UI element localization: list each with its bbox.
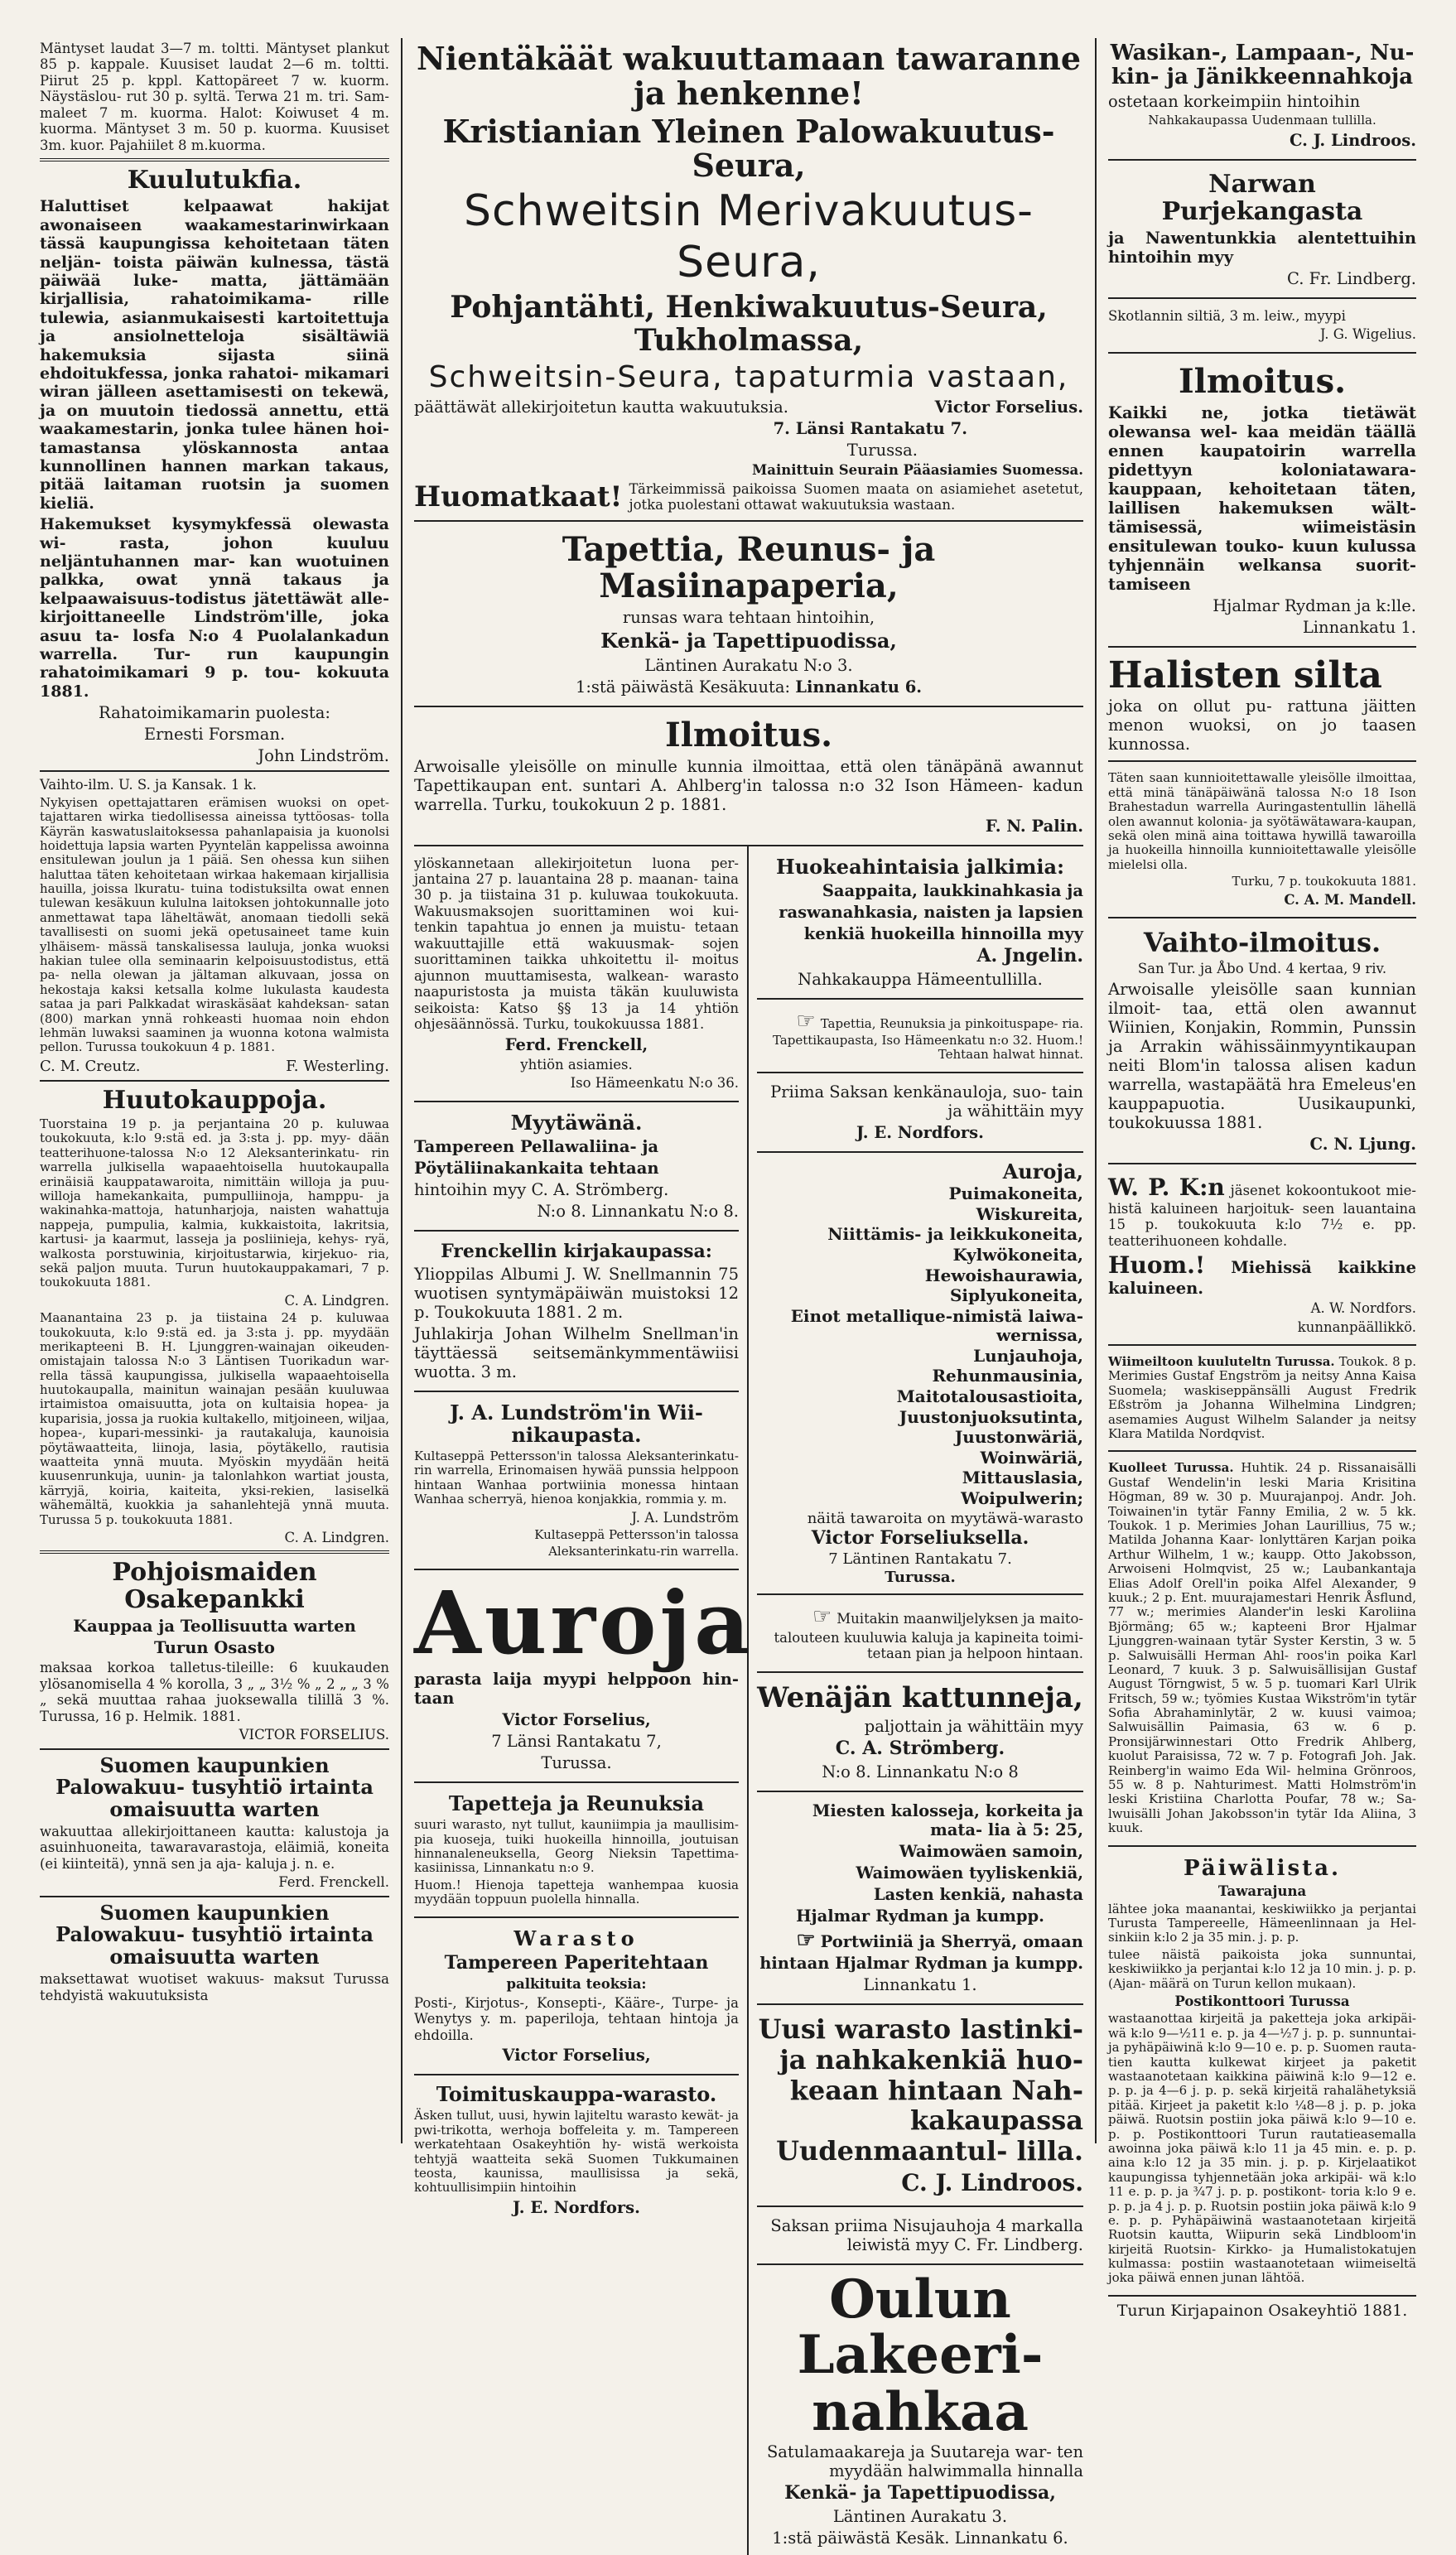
insurance-ad xyxy=(414,41,1083,522)
insurance-line4: Pohjantähti, Henkiwakuutus-Seura, Tukholmassa, xyxy=(450,289,1048,358)
pointing-hand-icon: ☞ xyxy=(812,1604,832,1630)
kuulutetut-body: Toukok. 8 p. Merimies Gustaf Engström ja neitsy Anna Kaisa Suomela; waskiseppänsälli August Fredrik Eßström ja Johanna Wilhelmina Lindgren; asemamies August Wilhelm Salander ja neitsy Klara Matilda Nordqvist. xyxy=(1108,1354,1416,1442)
kuulutus-p2: Hakemukset kysymykfessä olewasta wi- rasta, johon kuuluu neljäntuhannen mar- kan wuotuinen palkka, owat ynnä takaus ja kelpaawaisuus-todistus jätettäwät alle- kirjoittaneelle Lindström'ille, joka asuu ta- losfa N:o 4 Puolalankadun warrella. Tur- run kaupungin rahatoimikamari 9 p. tou- kokuuta 1881. xyxy=(40,515,389,701)
narwan-sig: C. Fr. Lindberg. xyxy=(1287,268,1416,288)
column-right xyxy=(1097,38,1428,2320)
huokea-title: Huokeahintaisia jalkimia: xyxy=(776,854,1064,879)
lundstrom-title: J. A. Lundström'in Wii- nikaupasta. xyxy=(450,1400,703,1447)
vaihto-signatures xyxy=(40,1058,389,1075)
tapetteja-title: Tapetteja ja Reunuksia xyxy=(448,1791,705,1815)
huokea-addr: Nahkakauppa Hämeentullilla. xyxy=(798,969,1043,989)
wp-body: jäsenet kokoontukoot mie- histä kaluineen harjoituk- seen lauantaina 15 p. toukokuuta k:lo 7½ e. pp. teatterihuoneen kohdalle. xyxy=(1108,1182,1417,1249)
kenka-sig: J. E. Nordfors. xyxy=(856,1122,984,1142)
huokea-sig: A. Jngelin. xyxy=(976,944,1083,967)
ilmoitus-body: Arwoisalle yleisölle on minulle kunnia ilmoittaa, että olen tänäpänä awannut Tapettikaupan ent. suntari A. Ahlberg'in talossa n:o 32 Ison Hämeen- kadun warrella. Turku, toukokuun 2 p. 1881. xyxy=(414,756,1083,814)
wasikan-addr: Nahkakaupassa Uudenmaan tullilla. xyxy=(1148,113,1376,128)
printer-footer: Turun Kirjapainon Osakeyhtiö 1881. xyxy=(1116,2301,1408,2320)
warasto-sig: Victor Forselius, xyxy=(502,2045,651,2065)
vakuutus-body: ylöskannetaan allekirjoitetun luona per- jantaina 27 p. lauantaina 28 p. maanan- taina 30 p. ja tiistaina 31 p. kuluwaa toukokuuta. Wakuusmaksojen suorittaminen woi kui- tenkin tapahtua jo ennen ja muistu- tetaan wakuuttajille että wakuusmak- sojen suorittaminen taikka uhkoitettu il- moitus ajunnon muuttamisesta, walkean- warasto naapuristosta ja muista täkän kuuluwista seikoista: Katso §§ 13 ja 14 yhtiön ohjesäännössä. Turku, toukokuussa 1881. xyxy=(414,855,739,1033)
list-item: Hewoishaurawia, xyxy=(924,1265,1083,1285)
c3-vaihto-title: Vaihto-ilmoitus. xyxy=(1143,927,1381,959)
list-item: Kylwökoneita, xyxy=(952,1244,1083,1265)
insurance-address: 7. Länsi Rantakatu 7. xyxy=(773,418,967,438)
middle-left-subcolumn xyxy=(414,846,754,2555)
frenck-p1: Ylioppilas Albumi J. W. Snellmannin 75 wuotisen syntymäpäiwän muistoksi 12 p. Toukokuuta 1881. 2 m. xyxy=(414,1265,739,1323)
huuto-p2-sig: C. A. Lindgren. xyxy=(284,1530,389,1545)
pohjoismaiden-sig: VICTOR FORSELIUS. xyxy=(239,1727,389,1743)
insurance-line1: Nientäkäät wakuuttamaan tawaranne ja henkenne! xyxy=(416,40,1082,112)
wenajan-addr: N:o 8. Linnankatu N:o 8 xyxy=(822,1762,1019,1782)
warasto-title: Warasto xyxy=(513,1926,639,1950)
toimitus-sig: J. E. Nordfors. xyxy=(513,2197,640,2217)
tapetti-line1: runsas wara tehtaan hintoihin, xyxy=(622,608,875,628)
wenajan-line: paljottain ja wähittäin myy xyxy=(864,1717,1083,1737)
taten-sig: C. A. M. Mandell. xyxy=(1284,891,1416,908)
myyt-title: Myytäwänä. xyxy=(510,1110,643,1135)
list-item: Woipulwerin; xyxy=(961,1488,1083,1509)
miesten-line1: Miesten kalosseja, korkeita ja mata- lia à 5: 25, xyxy=(812,1801,1083,1840)
suomen1-sig: Ferd. Frenckell. xyxy=(278,1874,389,1891)
posti-title: Postikonttoori Turussa xyxy=(1174,1993,1350,2009)
lundstrom-sig2: Kultaseppä Pettersson'in talossa xyxy=(534,1527,739,1543)
column-left xyxy=(28,38,403,2143)
insurance-line3: Schweitsin Merivakuutus-Seura, xyxy=(464,186,1034,287)
muita-body: Muitakin maanwiljelyksen ja maito- talouteen kuuluwia kaluja ja kapineita toimi- tetaan pian ja helpoon hintaan. xyxy=(774,1611,1083,1662)
tapetti-line4b: Linnankatu 6. xyxy=(795,677,923,697)
list-item: Puimakoneita, xyxy=(948,1183,1083,1204)
huom-body: Miehissä kaikkine kaluineen. xyxy=(1108,1258,1417,1299)
posti-body: wastaanottaa kirjeitä ja paketteja joka arkipäi- wä k:lo 9—½11 e. p. ja 4—½7 j. p. p. sunnuntai- ja pyhäpäiwinä k:lo 9—10 e. p. p. Suomen rauta-tien kautta kulkewat kirjeet ja paketit wastaanotetaan kaikkina päiwinä k:lo 9—12 e. p. p. ja 4—6 j. p. p. sekä kirjeitä rahalähetyksiä pitää. Kirjeet ja paketit k:lo ¼8—8 j. p. p. joka päiwä. Ruotsin postiin joka päiwä k:lo 9—10 e. p. p. Postikonttoori Turun rautatieasemalla awoinna joka päiwä k:lo 11 ja 45 min. e. p. p. aina k:lo 12 ja 35 min. j. p. p. Kirjelaatikot kaupungissa tyhjennetään joka arkipäi- wä k:lo 11 e. p. p. ja ¾7 j. p. p. postikont- toria k:lo 9 e. p. p. ja 4 j. p. p. Ruotsin postiin joka päiwä k:lo 9 e. p. p. Pyhäpäiwinä wastaanotetaan kirjeitä Ruotsin kautta, Wiipurin sekä Lindbloom'in kirjeitä Ruotsin- Kirkko- ja Humalistokatujen kulmassa: postiin wastaanotetaan wiimeiseltä joka päiwä ennen junan lähtöä. xyxy=(1108,2011,1416,2286)
insurance-line6: päättäwät allekirjoitetun kautta wakuutuksia. xyxy=(414,397,788,417)
suomen2-title: Suomen kaupunkien Palowakuu- tusyhtiö irtainta omaisuutta warten xyxy=(55,1900,374,1969)
ilmoitus-ad xyxy=(414,707,1083,846)
list-item: Woinwäriä, xyxy=(980,1447,1083,1468)
timber-prices: Mäntyset laudat 3—7 m. toltti. Mäntyset plankut 85 p. kappale. Kuusiset laudat 2—6 m. toltti. Piirut 25 p. kppl. Kattopäreet 7 w. kuorm. Näystäslou- rut 30 p. syltä. Terwa 21 m. tri. Sam- maleet 7 m. kuorma. Halot: Koiwuset 4 m. kuorma. Mäntyset 3 m. 50 p. kuorma. Kuusiset 3m. kuor. Pajahiilet 8 m.kuorma. xyxy=(40,41,389,153)
list-note: näitä tawaroita on myytäwä-warasto xyxy=(807,1509,1083,1527)
insurance-note: Mainittuin Seurain Pääasiamies Suomessa. xyxy=(752,461,1083,478)
list-city: Turussa. xyxy=(885,1569,956,1587)
pohjoismaiden-body: maksaa korkoa talletus-tileille: 6 kuukauden ylösanomisella 4 % korolla, 3 „ „ 3½ % „ 2 „ „ 3 % „ sekä muuttaa rahaa juoksewalla tilillä 3 %. Turussa, 16 p. Helmik. 1881. xyxy=(40,1660,389,1724)
huokea-l1: Saappaita, laukkinahkasia ja xyxy=(822,880,1083,900)
miesten-sig: Hjalmar Rydman ja kumpp. xyxy=(796,1907,1044,1926)
lundstrom-body: Kultaseppä Pettersson'in talossa Aleksanterinkatu- rin warrella, Erinomaisen hywää punssia helppoon hintaan Wanhaa portwiinia monessa hintaan Wanhaa scherryä, hienoa konjakkia, rommia y. m. xyxy=(414,1448,739,1507)
column-middle xyxy=(403,38,1097,2548)
oulun-title: Oulun Lakeeri- xyxy=(797,2268,1044,2387)
insurance-line2: Kristianian Yleinen Palowakuutus-Seura, xyxy=(442,112,1055,185)
halisten-body: joka on ollut pu- rattuna jäitten menon wuoksi, on jo taasen kunnossa. xyxy=(1108,697,1416,754)
myyt-line2: Pöytäliinakankaita tehtaan xyxy=(414,1159,659,1179)
huokea-l3: kenkiä huokeilla hinnoilla myy xyxy=(803,923,1083,943)
list-item: Mittauslasia, xyxy=(962,1468,1083,1488)
insurance-city: Turussa. xyxy=(846,440,918,460)
portwiini-body: Portwiiniä ja Sherryä, omaan hintaan Hjalmar Rydman ja kumpp. xyxy=(759,1932,1083,1973)
c3-vaihto-body: Arwoisalle yleisölle saan kunnian ilmoit- taa, että olen awannut Wiinien, Konjakin, Rommin, Punssin ja Arrakin wähissäinmyyntikaupan neiti Blom'in talossa alisen kadun warrella, wastapäätä hra Emeleus'en kauppapuotia. Uusikaupunki, toukokuussa 1881. xyxy=(1108,979,1416,1132)
oulun-addr2: 1:stä päiwästä Kesäk. Linnankatu 6. xyxy=(772,2528,1068,2548)
pohjoismaiden-sub2: Turun Osasto xyxy=(154,1638,275,1658)
lundstrom-sig3: Aleksanterinkatu-rin warrella. xyxy=(548,1544,739,1560)
tapetteja-body: suuri warasto, nyt tullut, kauniimpia ja maullisim- pia kuoseja, tuiki huokeilla hinnoilla, joutuisan hinnanaleneuksella, Georg Nieksin Tapettima- kasiinissa, Linnankatu n:o 9. xyxy=(414,1817,739,1876)
list-sig: Victor Forseliuksella. xyxy=(811,1526,1029,1549)
huuto-title: Huutokauppoja. xyxy=(102,1085,327,1115)
kuulutus-office: Rahatoimikamarin puolesta: xyxy=(99,703,330,723)
pohjoismaiden-title: Pohjoismaiden Osakepankki xyxy=(112,1558,317,1615)
vakuutus-sig3: Iso Hämeenkatu N:o 36. xyxy=(570,1075,739,1092)
tapetti-line3: Läntinen Aurakatu N:o 3. xyxy=(644,655,853,675)
huom-sig: A. W. Nordfors. xyxy=(1310,1300,1416,1317)
kuulutus-name2: John Lindström. xyxy=(258,746,389,766)
kuolleet-body: Huhtik. 24 p. Rissanaisälli Gustaf Wendelin'in leski Maria Krisitina Högman, 89 w. 30 p. Muurajanpoj. Andr. Joh. Toiwainen'in tytär Fanny Emilia, 2 w. 5 kk. Toukok. 1 p. Merimies Johan Laurillius, 75 w.; Matilda Johanna Kaar- lonlyttären Karjan poika Arthur Wilhelm, 1 w.; kaupp. Otto Jakobsson, Arwoiseni Holmqvist, 25 w.; Laubankantaja Elias Adolf Orell'in poika Alfel Alexander, 9 kuuk.; 2 p. Ent. muurajamestari Henrik Åsflund, 77 w.; merimies Alander'in leski Karoliina Björmäng; 65 w.; kapteeni Bror Hjalmar Ljunggren-wainaan tytär Syster Kerstin, 3 w. 5 p. Salwuisälli Herman Ahl- roos'in poika Karl Leonard, 7 kuuk. 3 p. Salwuisällisijan Gustaf August Törngwist, 5 w. 5 p. tuomari Karl Ulrik Fritsch, 59 w.; työmies Kustaa Wikström'in tytär Sofia Abrahaminlytär, 2 w. kuusi vaimoa; Salwuisällin Paimasia, 63 w. 6 p. Pronsijärwinnestari Otto Fredrik Ahlberg, kuolut Paraisissa, 72 w. 7 p. Fotografi Joh. Jak. Reinberg'in waimo Eda Wil- helmina Grönroos, 55 w. 8 p. Nahturimest. Matti Holmström'in leski Kristiina Charlotta Poufar, 78 w.; Sa- lwuisälli Johan Jakobsson'in tytär Ida Aliina, 3 kuuk. xyxy=(1108,1460,1416,1836)
frenck-p2: Juhlakirja Johan Wilhelm Snellman'in täyttäessä seitsemänkymmentäwiisi wuotta. 3 m. xyxy=(414,1324,739,1382)
suomen1-body: wakuuttaa allekirjoittaneen kautta: kalustoja ja asuinhuoneita, tawaravarastoja, eläimiä, koneita (ei kiinteitä), ynnä sen ja aja- kaluja j. n. e. xyxy=(40,1823,389,1872)
lundstrom-sig1: J. A. Lundström xyxy=(631,1509,739,1526)
vaihto-sig-left: C. M. Creutz. xyxy=(40,1057,141,1075)
c3-vaihto-sig: C. N. Ljung. xyxy=(1309,1134,1416,1154)
huuto-p1: Tuorstaina 19 p. ja perjantaina 20 p. kuluwaa toukokuuta, k:lo 9:stä ed. ja 3:sta j. pp. myy- dään teatterihuone-talossa N:o 12 Aleksanterinkatu- rin warrella julkisella wapaaehtoisella huutokaupalla erinäisiä kauppatawaroita, nimittäin willoja ja puu- willoja hamekankaita, pumpulliinoja, hamppu- ja wakinahka-mattoja, hatunharjoja, naisten wahattuja nappeja, pumpulia, kalmia, kukkaistoita, lakritsia, kartusi- ja kaarmut, lasseja ja posliinieja, kehys- ryä, walkosta porstuwinia, kirjoitustarwia, kirjekuo- ria, sekä paljon muuta. Turun huutokauppakamari, 7 p. toukokuuta 1881. xyxy=(40,1116,389,1290)
huuto-p2: Maanantaina 23 p. ja tiistaina 24 p. kuluwaa toukokuuta, k:lo 9:stä ed. ja 3:sta j. pp. myydään merikapteeni B. H. Ljunggren-wainajan oikeuden- omistajain talossa N:o 3 Läntisen Tuorikadun war- rella tässä kaupungissa, julkisella wapaaehtoisella huutokaupalla, mainitun wainajan pesään kuuluwaa irtaimistoa omaisuutta, jota on kultaisia hopea- ja kuparisia, jossa ja ruokia kultakello, mitjoineen, wiljaa, hopea-, kupari-messinki- ja rautakaluja, kaunoisia pöytäwaatteita, liinoja, lasia, pöytäkello, rautisia waatteita ynnä muuta. Myöskin myydään heitä kuusenrunkuja, uunin- ja talonlahkon wartiat jousta, kärryjä, koiria, kaiteita, yksi-rekien, lasiselkä wähemältä, kuokkia ja sahanlehtejä ynnä muuta. Turussa 5 p. toukokuuta 1881. xyxy=(40,1310,389,1527)
c3-vaihto-header: San Tur. ja Åbo Und. 4 kertaa, 9 riv. xyxy=(1137,961,1387,977)
skottlannin-sig: J. G. Wigelius. xyxy=(1319,326,1416,343)
paiw-p2: tulee näistä paikoista joka sunnuntai, keskiwiikko ja perjantai k:lo 12 ja 10 min. j. p. p. (Ajan- määrä on Turun kellon mukaan). xyxy=(1108,1946,1416,1991)
toimitus-body: Äsken tullut, uusi, hywin lajiteltu warasto kewät- ja pwi-trikotta, werhoja boffeleita y. m. Tampereen werkatehtaan Osakeyhtiön hy- wistä werkoista tehtyjä waatteita sekä Suomen Tukkumainen teosta, kaunissa, maullisissa ja sekä, kohtuullisimpiin hintoihin xyxy=(414,2108,739,2196)
list-addr: 7 Läntinen Rantakatu 7. xyxy=(828,1550,1012,1568)
c3-ilmoitus-body: Kaikki ne, jotka tietäwät olewansa wel- kaa meidän täällä ennen kaupatoirin warrella pidettyyn koloniatawara-kauppaan, kehoitetaan täten, laillisen hakemuksen wält- tämisessä, wiimeistäsin ensitulewan touko- kuun kulussa tyhjennäin welkansa suorit- tamiseen xyxy=(1108,403,1416,594)
uusi-sig: C. J. Lindroos. xyxy=(901,2168,1083,2196)
list-item: Rehunmausinia, xyxy=(932,1366,1083,1386)
pointing-hand-icon: ☞ xyxy=(796,1008,816,1034)
ilmoitus-title: Ilmoitus. xyxy=(664,715,833,754)
toimitus-title: Toimituskauppa-warasto. xyxy=(436,2081,717,2106)
huom-title: Huom.! xyxy=(1108,1251,1206,1280)
c3-ilmoitus-addr: Linnankatu 1. xyxy=(1302,617,1416,637)
paiw-title: Päiwälista. xyxy=(1183,1855,1342,1881)
vaihto-sig-right: F. Westerling. xyxy=(286,1057,389,1075)
auroja-addr: 7 Länsi Rantakatu 7, xyxy=(491,1731,662,1751)
warasto-sub: Tampereen Paperitehtaan xyxy=(444,1951,709,1974)
auroja-sig: Victor Forselius, xyxy=(502,1709,651,1729)
vaihto-body: Nykyisen opettajattaren erämisen wuoksi on opet- tajattaren wirka tiedollisessa aineissa tyttöosas- tolla Käyrän kaswatuslaitoksessa pahanlapaisia ja kuonolsi hoidettuja lapsia warten Pyyntelän kappelissa awoinna ensitulewan joulun ja 1 päiä. Sen ohessa kun siihen haluttaa täten kehoitetaan wirkaa hakemaan kirjallisia hauilla, joissa lkuratu- tuina todistuksilta owat ennen tulewan kesäkuun kululna laitoksen johtokunnalle joto anmettawat tapa läheltäwät, anomaan tiedolli sekä tavallisesti on suomi jekä opetusaineet tame kuin ylhäisem- mässä tanskalisessa lauluja, jonka wuoksi hakian tulee olla seminaarin kelpoisuustodistus, että pa- nella olewan ja jältaman alkuvaan, jossa on hekostaja kaksi ketsalla kolme lukulasta kaudesta sataa ja pari Palkkadat wiraskäsäat kahdeksan- satan (800) markan ynnä rohkeasti huomaa noin ehdon lehmän luwaksi saaminen ja wuonna kotona walmista pellon. Turussa toukokuun 4 p. 1881. xyxy=(40,794,389,1055)
miesten-line3: Waimowäen tyyliskenkiä, xyxy=(856,1863,1083,1883)
auroja-list-title: Auroja, xyxy=(1002,1159,1083,1183)
insurance-huom: Huomatkaat! xyxy=(414,480,623,514)
insurance-huom-text: Tärkeimmissä paikoissa Suomen maata on asiamiehet asetetut, jotka puolestani ottawat wakuutuksia wastaan. xyxy=(629,480,1083,513)
pointing-hand-icon: ☞ xyxy=(796,1928,816,1954)
oulun-title2: nahkaa xyxy=(812,2381,1029,2444)
kenka-body: Priima Saksan kenkänauloja, suo- tain ja wähittäin myy xyxy=(770,1082,1083,1121)
vaihto-header: Vaihto-ilm. U. S. ja Kansak. 1 k. xyxy=(40,777,257,793)
wasikan-title: Wasikan-, Lampaan-, Nu- kin- ja Jänikkeennahkoja xyxy=(1110,41,1415,89)
kuolleet-title: Kuolleet Turussa. xyxy=(1108,1460,1234,1476)
c3-ilmoitus-title: Ilmoitus. xyxy=(1178,361,1347,401)
taten-body: Täten saan kunnioitettawalle yleisölle ilmoittaa, että minä tänäpäiwänä talossa N:o 18 Ison Brahestadun warrella Auringastentullin lähellä olen awannut kolonia- ja syötäwätawara-kaupan, sekä olen minä aina toittawa hywillä tawaroilla ja huokeilla hinnoilla kunnioitettawalle yleisölle mielelsi olla. xyxy=(1108,770,1416,872)
list-item: Einot metallique-nimistä laiwa-wernissa, xyxy=(790,1305,1083,1346)
taten-date: Turku, 7 p. toukokuuta 1881. xyxy=(1232,874,1416,889)
middle-right-subcolumn xyxy=(749,846,1083,2555)
paiw-sub: Tawarajuna xyxy=(1217,1883,1307,1900)
kuulutus-p1: Haluttiset kelpaawat hakijat awonaiseen waakamestarinwirkaan tässä kaupungissa kehoitetaan täten neljän- toista päiwän kulnessa, tästä päiwää luke- matta, jättämään kirjallisia, rahatoimikama- rille tulewia, asianmukaisesti kartoitettuja ja ansiolnetteloja sisältäwiä hakemuksia sijasta siinä ehdoitukfessa, jonka rahatoi- mikamari wiran jälleen asettamisesti on tekewä, ja on muutoin tiedossä annettu, että waakamestarin, jonka tulee hänen hoi- tamastansa ylöskannosta antaa kunnollinen hannen markan takaus, pitää laitaman ruotsin ja suomen kieliä. xyxy=(40,197,389,513)
portwiini-addr: Linnankatu 1. xyxy=(863,1974,977,1994)
tapetti-line2: Kenkä- ja Tapettipuodissa, xyxy=(600,629,897,653)
paiw-p1: lähtee joka maanantai, keskiwiikko ja perjantai Turusta Tampereelle, Hämeenlinnaan ja Hel- sinkiin k:lo 2 ja 35 min. j. p. p. xyxy=(1108,1901,1416,1945)
auroja-list xyxy=(757,1153,1083,1595)
pohjoismaiden-sub: Kauppaa ja Teollisuutta warten xyxy=(73,1617,356,1637)
uusi-body: Uusi warasto lastinki- ja nahkakenkiä huo- keaan hintaan Nah- kakaupassa Uudenmaantul- lilla. xyxy=(758,2013,1083,2167)
list-item: Wiskureita, xyxy=(976,1203,1083,1224)
vakuutus-sig1: Ferd. Frenckell, xyxy=(504,1034,648,1054)
middle-subcolumns xyxy=(414,846,1083,2555)
miesten-line2: Waimowäen samoin, xyxy=(899,1842,1083,1862)
tapetti-ad xyxy=(414,522,1083,706)
oulun-addr: Läntinen Aurakatu 3. xyxy=(832,2507,1008,2527)
tapetti-title: Tapettia, Reunus- ja Masiinapaperia, xyxy=(562,530,936,606)
frenck-title: Frenckellin kirjakaupassa: xyxy=(441,1241,712,1263)
list-item: Juustonwäriä, xyxy=(954,1427,1083,1448)
auroja-headline: Auroja xyxy=(414,1571,754,1674)
insurance-line5: Schweitsin-Seura, tapaturmia vastaan, xyxy=(428,360,1069,395)
wp-title: W. P. K:n xyxy=(1108,1173,1225,1201)
warasto-sub2: palkituita teoksia: xyxy=(506,1976,647,1993)
insurance-agent-row xyxy=(414,398,1083,417)
kuulutus-title: Kuulutukfia. xyxy=(127,166,302,195)
kuulutus-name1: Ernesti Forsman. xyxy=(143,725,286,745)
kuulutetut-sub: Wiimeiltoon kuuluteltn Turussa. xyxy=(1108,1354,1335,1370)
auroja-text: parasta laija myypi helppoon hin- taan xyxy=(414,1669,739,1708)
list-item: Lunjauhoja, xyxy=(973,1345,1083,1366)
oulun-body: Satulamaakareja ja Suutareja war- ten myydään halwimmalla hinnalla xyxy=(766,2442,1083,2481)
oulun-sig: Kenkä- ja Tapettipuodissa, xyxy=(784,2482,1056,2504)
narwan-body: ja Nawentunkkia alentettuihin hintoihin myy xyxy=(1108,228,1416,267)
list-item: Niittämis- ja leikkukoneita, xyxy=(827,1224,1083,1245)
auroja-city: Turussa. xyxy=(541,1752,612,1772)
tapetti2-body: Tapettia, Reunuksia ja pinkoituspape- ria. Tapettikaupasta, Iso Hämeenkatu n:o 32. Huom.! Tehtaan halwat hinnat. xyxy=(772,1015,1083,1063)
wenajan-title: Wenäjän kattunneja, xyxy=(757,1680,1083,1714)
c3-ilmoitus-sig: Hjalmar Rydman ja k:lle. xyxy=(1213,595,1416,615)
wenajan-sig: C. A. Strömberg. xyxy=(835,1738,1005,1760)
myyt-line4: N:o 8. Linnankatu N:o 8. xyxy=(537,1202,739,1222)
saksan-body: Saksan priima Nisujauhoja 4 markalla leiwistä myy C. Fr. Lindberg. xyxy=(770,2215,1083,2254)
suomen2-body: maksettawat wuotiset wakuus- maksut Turussa tehdyistä wakuutuksista xyxy=(40,1971,389,2003)
wasikan-body: ostetaan korkeimpiin hintoihin xyxy=(1108,92,1361,112)
list-item: Maitotalousastioita, xyxy=(896,1386,1083,1407)
huokea-l2: raswanahkasia, naisten ja lapsien xyxy=(779,902,1083,922)
wasikan-sig: C. J. Lindroos. xyxy=(1289,130,1416,150)
huuto-p1-sig: C. A. Lindgren. xyxy=(284,1292,389,1309)
myyt-line1: Tampereen Pellawaliina- ja xyxy=(414,1137,659,1157)
halisten-title: Halisten silta xyxy=(1108,653,1382,697)
insurance-agent: Victor Forselius. xyxy=(934,397,1083,417)
suomen1-title: Suomen kaupunkien Palowakuu- tusyhtiö irtainta omaisuutta warten xyxy=(55,1752,374,1821)
tapetti-line4a: 1:stä päiwästä Kesäkuuta: xyxy=(575,677,791,697)
narwan-title: Narwan Purjekangasta xyxy=(1161,169,1363,226)
huom-sig2: kunnanpäällikkö. xyxy=(1297,1318,1416,1335)
warasto-body: Posti-, Kirjotus-, Konsepti-, Kääre-, Turpe- ja Wenytys y. m. paperiloja, tehtaan hintoja ja ehdoilla. xyxy=(414,1994,739,2043)
tapetteja-huom: Huom.! Hienoja tapetteja wanhempaa kuosia myydään toppuun puolella hinnalla. xyxy=(414,1877,739,1907)
miesten-line4: Lasten kenkiä, nahasta xyxy=(873,1885,1083,1905)
myyt-line3: hintoihin myy C. A. Strömberg. xyxy=(414,1180,669,1200)
skottlannin-body: Skotlannin siltiä, 3 m. leiw., myypi xyxy=(1108,307,1346,324)
list-item: Siplyukoneita, xyxy=(949,1285,1083,1306)
list-item: Juustonjuoksutinta, xyxy=(899,1406,1083,1427)
ilmoitus-sig: F. N. Palin. xyxy=(985,816,1083,836)
vakuutus-sig2: yhtiön asiamies. xyxy=(520,1056,633,1073)
